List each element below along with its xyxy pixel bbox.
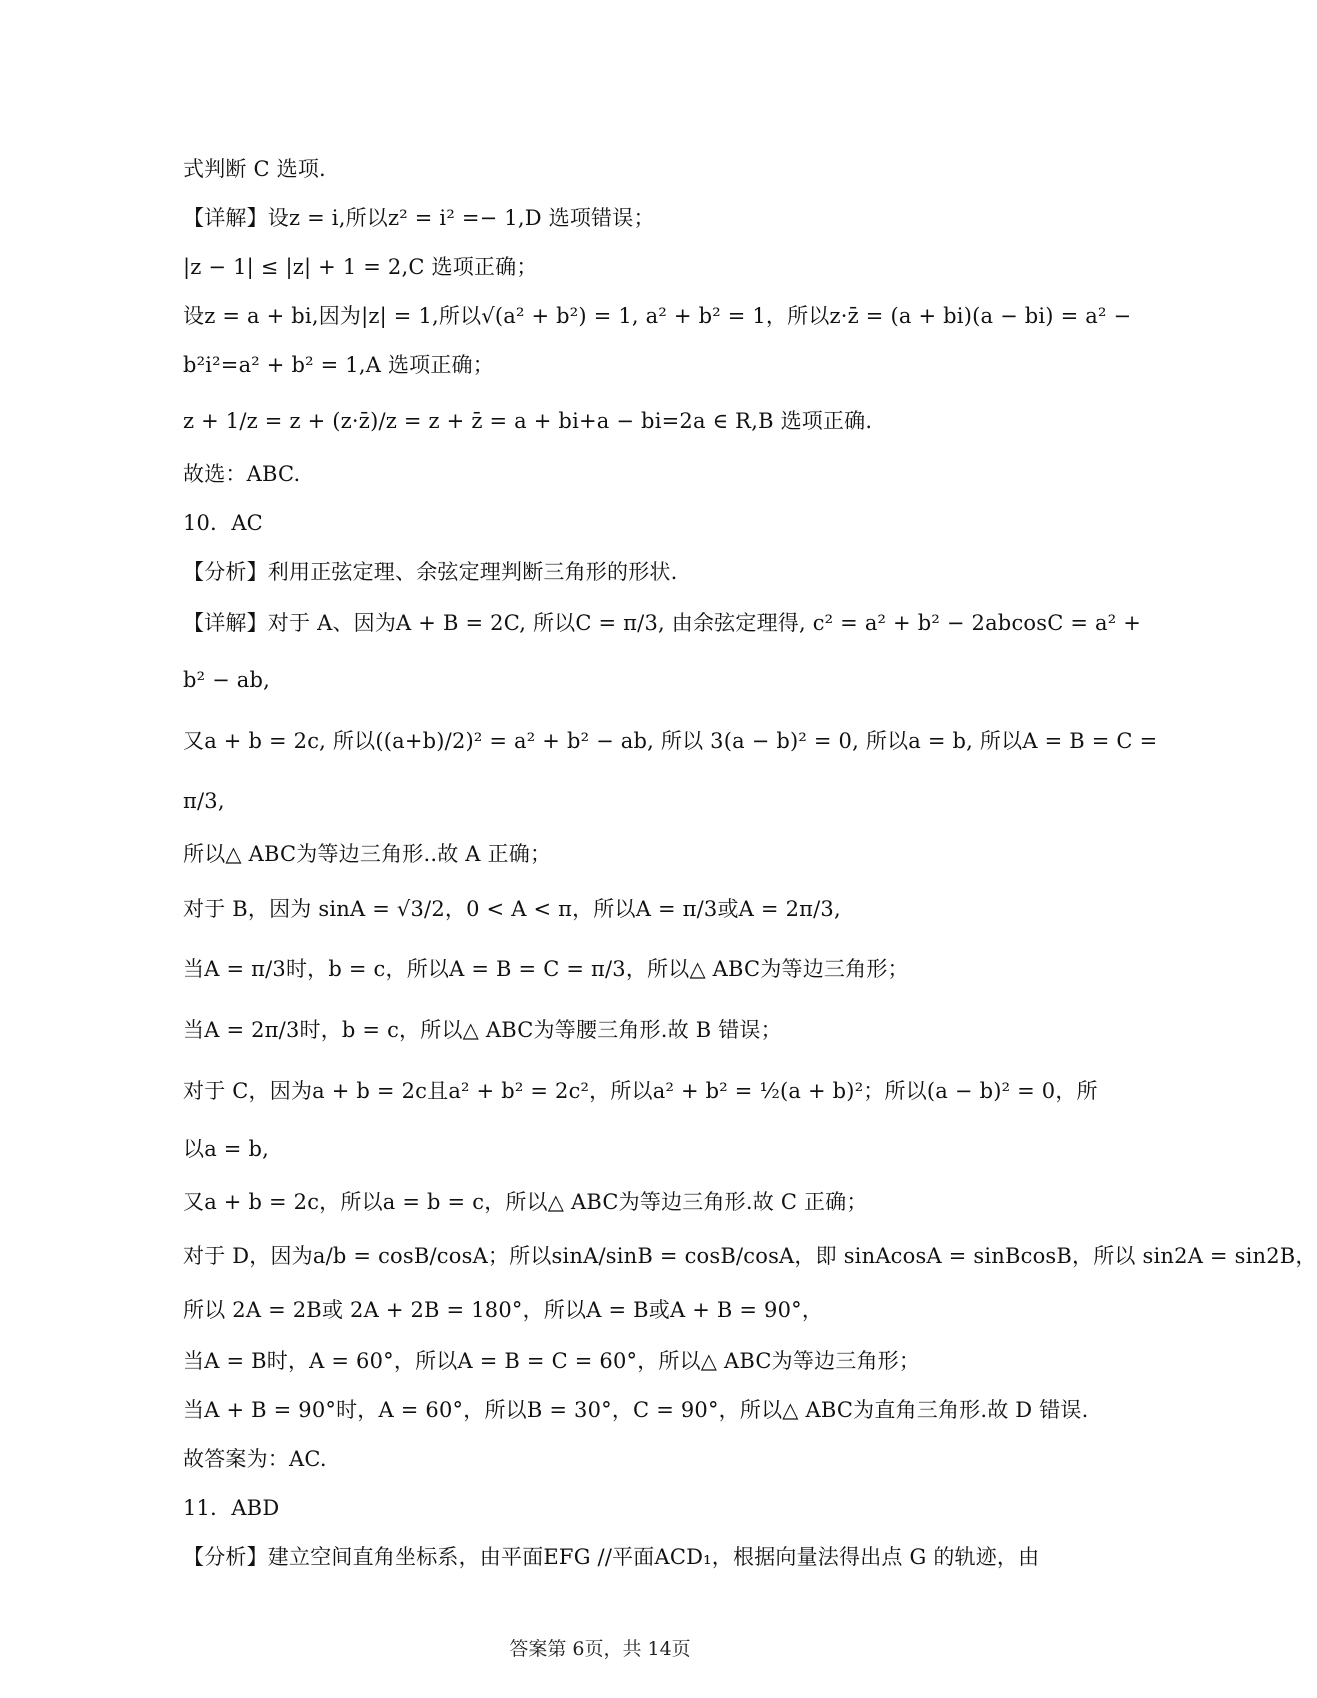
text-line: 设z = a + bi,因为|z| = 1,所以√(a² + b²) = 1, a² + b² = 1，所以z·z̄ = (a + bi)(a − bi) = a² − (183, 304, 1132, 328)
text-line: 当A = π/3时，b = c，所以A = B = C = π/3，所以△ ABC为等边三角形； (183, 957, 909, 981)
text-line: 故答案为：AC. (183, 1447, 327, 1471)
text-line: 当A = B时，A = 60°，所以A = B = C = 60°，所以△ ABC为等边三角形； (183, 1349, 921, 1373)
text-line: 对于 B，因为 sinA = √3/2，0 < A < π，所以A = π/3或A = 2π/3, (183, 897, 841, 921)
text-line: 又a + b = 2c, 所以((a+b)/2)² = a² + b² − ab, 所以 3(a − b)² = 0, 所以a = b, 所以A = B = C = (183, 729, 1158, 753)
text-line: π/3, (183, 789, 225, 813)
analysis-line: 【分析】利用正弦定理、余弦定理判断三角形的形状. (183, 560, 678, 584)
text-line: 又a + b = 2c，所以a = b = c，所以△ ABC为等边三角形.故 C 正确； (183, 1190, 868, 1214)
text-line: b² − ab, (183, 668, 271, 692)
analysis-line: 【分析】建立空间直角坐标系，由平面EFG //平面ACD₁，根据向量法得出点 G 的轨迹，由 (183, 1545, 1040, 1569)
text-line: 所以 2A = 2B或 2A + 2B = 180°，所以A = B或A + B = 90°， (183, 1298, 824, 1322)
text-line: 【详解】设z = i,所以z² = i² =− 1,D 选项错误； (183, 206, 655, 230)
text-line: z + 1/z = z + (z·z̄)/z = z + z̄ = a + bi+a − bi=2a ∈ R,B 选项正确. (183, 409, 873, 433)
text-line: 所以△ ABC为等边三角形..故 A 正确； (183, 842, 552, 866)
text-line: 当A = 2π/3时，b = c，所以△ ABC为等腰三角形.故 B 错误； (183, 1018, 782, 1042)
text-line: 故选：ABC. (183, 462, 301, 486)
text-line: |z − 1| ≤ |z| + 1 = 2,C 选项正确； (183, 255, 538, 279)
text-line: 对于 D，因为a/b = cosB/cosA；所以sinA/sinB = cosB/cosA，即 sinAcosA = sinBcosB，所以 sin2A = sin2B， (183, 1244, 1317, 1268)
text-line: b²i²=a² + b² = 1,A 选项正确； (183, 353, 494, 377)
text-line: 以a = b, (183, 1137, 269, 1161)
question-number: 10．AC (183, 511, 263, 535)
text-line: 对于 C，因为a + b = 2c且a² + b² = 2c²，所以a² + b² = ½(a + b)²；所以(a − b)² = 0，所 (183, 1079, 1098, 1103)
question-number: 11．ABD (183, 1496, 280, 1520)
text-line: 当A + B = 90°时，A = 60°，所以B = 30°，C = 90°，所以△ ABC为直角三角形.故 D 错误. (183, 1398, 1089, 1422)
text-line: 【详解】对于 A、因为A + B = 2C, 所以C = π/3, 由余弦定理得, c² = a² + b² − 2abcosC = a² + (183, 611, 1142, 635)
page-footer: 答案第 6页，共 14页 (509, 1638, 691, 1660)
text-line: 式判断 C 选项. (183, 157, 326, 181)
